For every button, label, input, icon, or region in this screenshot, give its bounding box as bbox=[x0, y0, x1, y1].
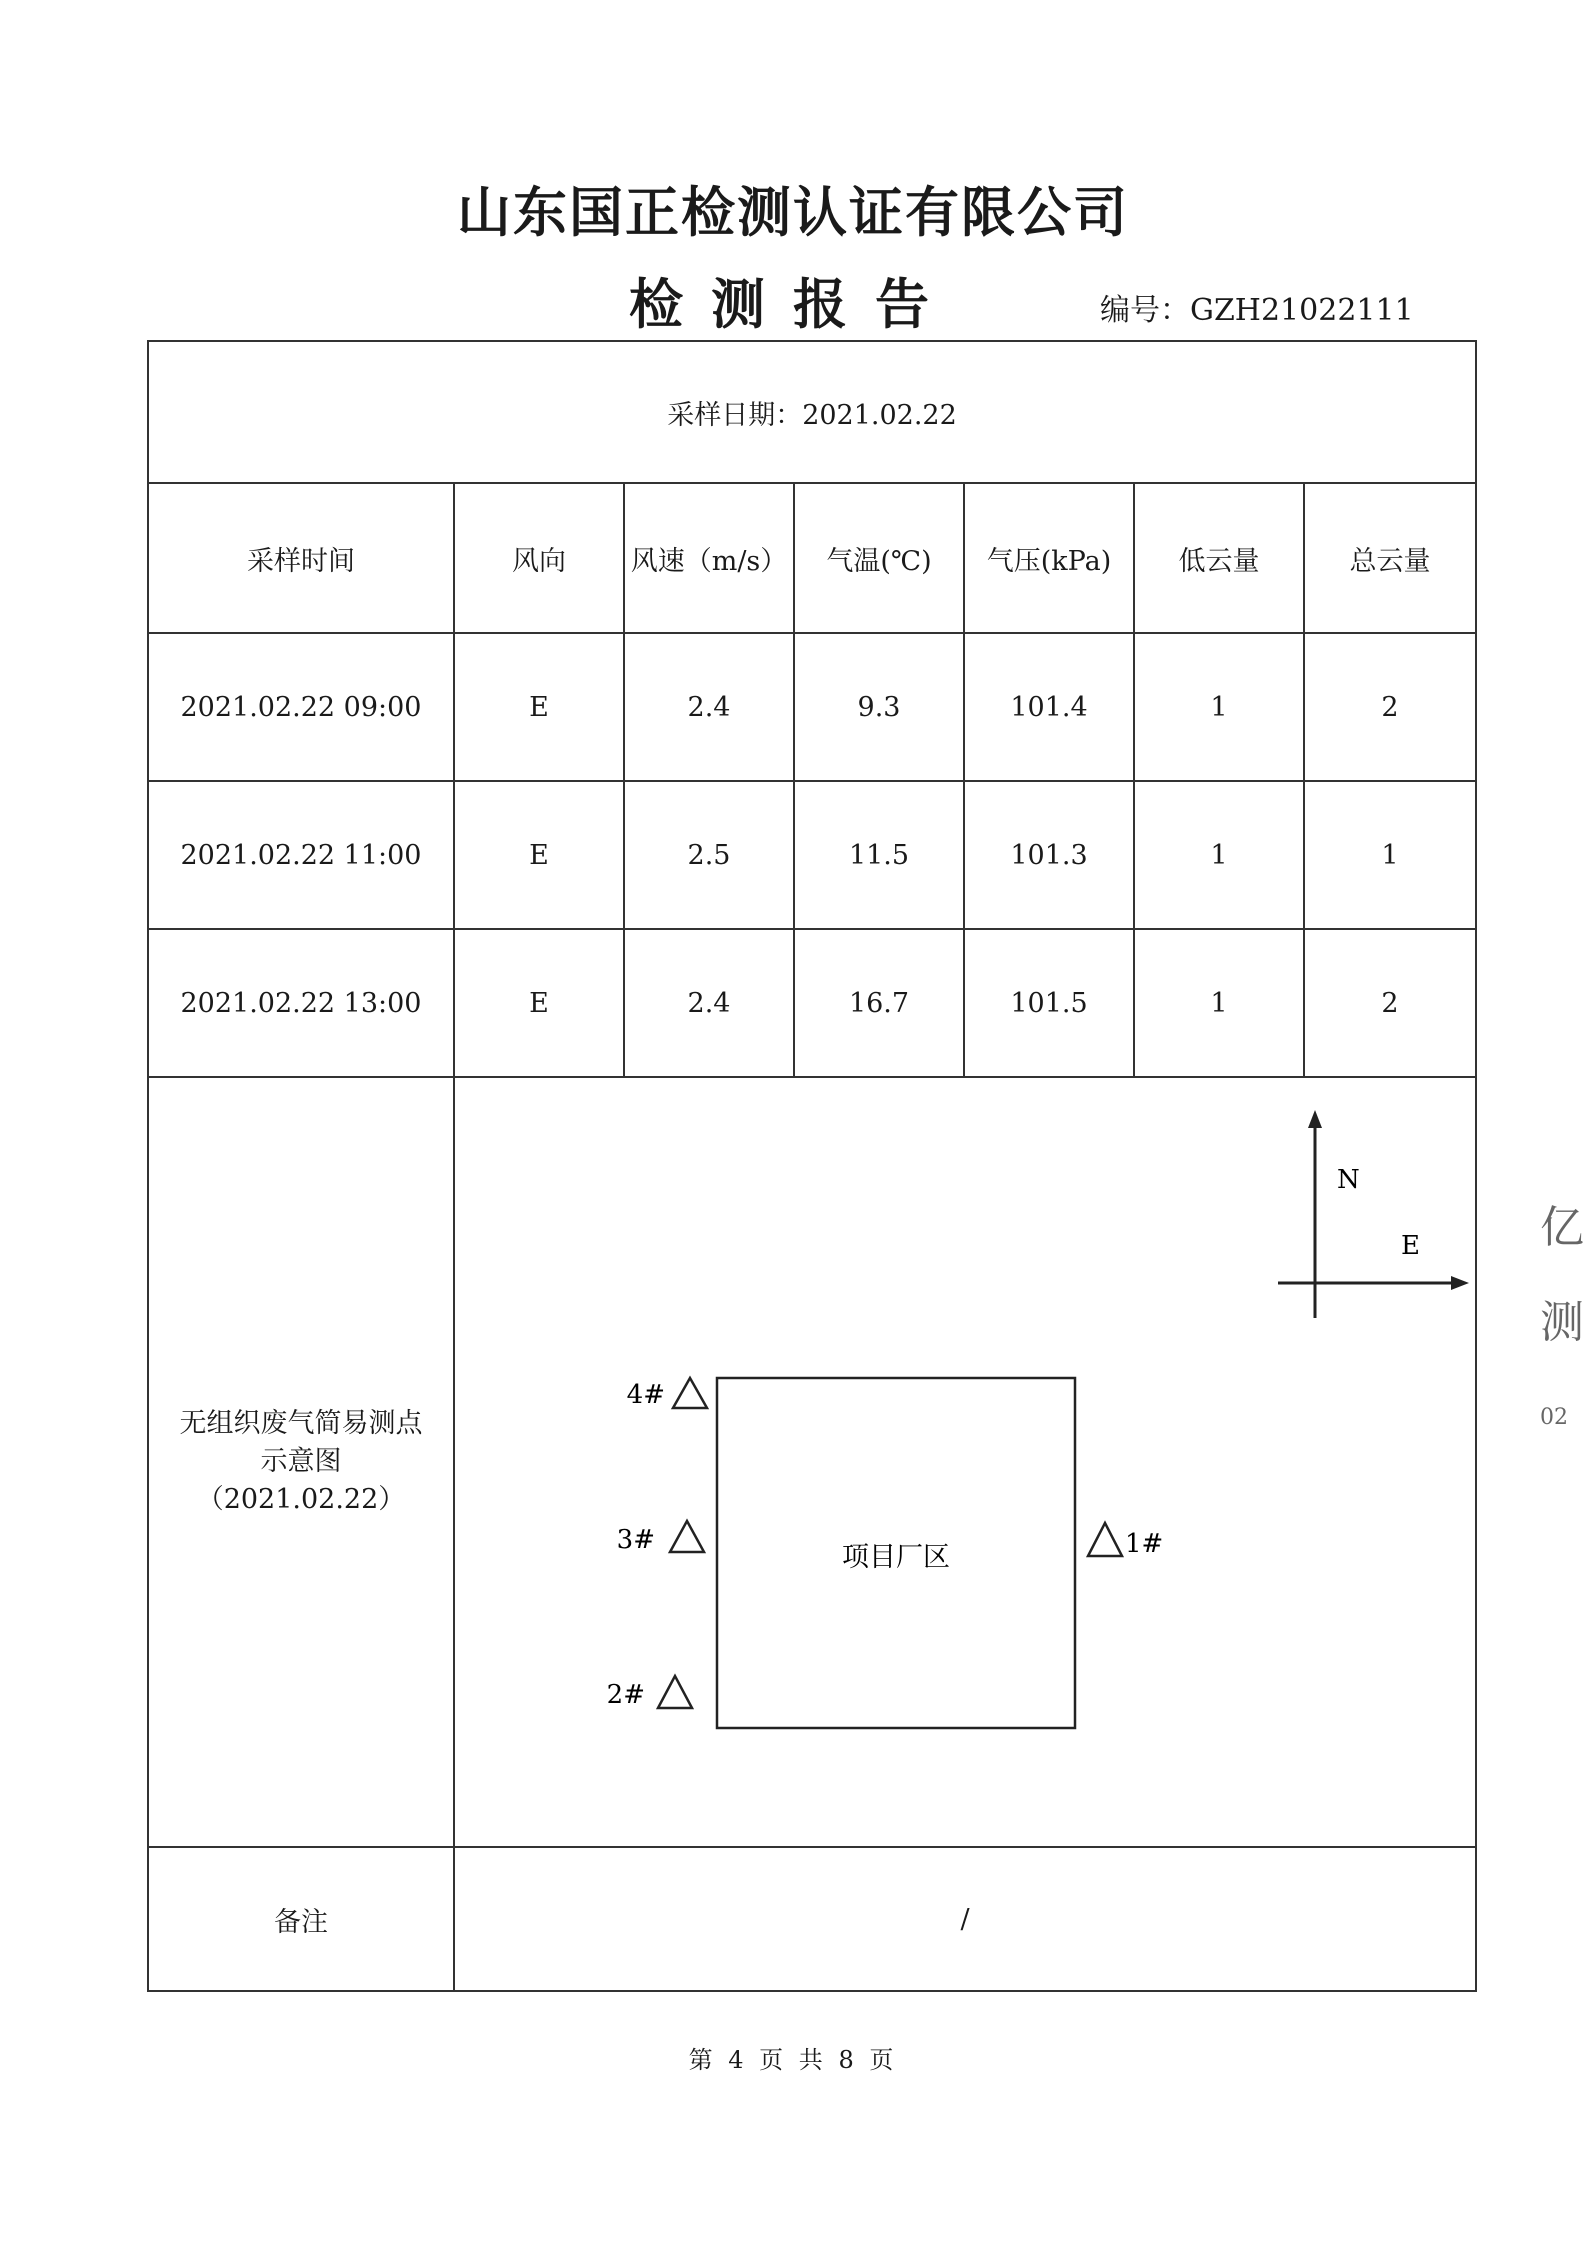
stamp-fragment: 测 bbox=[1540, 1297, 1584, 1348]
table-row bbox=[148, 929, 1476, 1077]
table-cell: 101.5 bbox=[964, 929, 1134, 1077]
point-2-marker-icon bbox=[658, 1676, 692, 1708]
plant-area-label: 项目厂区 bbox=[842, 1542, 950, 1573]
point-4-marker-icon bbox=[673, 1378, 707, 1408]
point-2-label: 2# bbox=[606, 1680, 645, 1710]
stamp-fragment: 亿 bbox=[1540, 1202, 1584, 1253]
table-cell: 2 bbox=[1304, 633, 1476, 781]
table-cell: 11.5 bbox=[794, 781, 964, 929]
compass-icon bbox=[1278, 1110, 1469, 1318]
sampling-point-diagram bbox=[455, 1078, 1475, 1846]
column-header: 风向 bbox=[454, 483, 624, 633]
table-cell: E bbox=[454, 781, 624, 929]
stamp-fragment: 02 bbox=[1540, 1405, 1568, 1430]
column-header: 气温(℃) bbox=[794, 483, 964, 633]
point-1-marker-icon bbox=[1088, 1523, 1122, 1556]
north-label: N bbox=[1337, 1165, 1360, 1195]
table-cell: 2.5 bbox=[624, 781, 794, 929]
diagram-label bbox=[148, 1077, 454, 1847]
diagram-label-line: （2021.02.22） bbox=[196, 1484, 406, 1515]
point-4-label: 4# bbox=[626, 1380, 665, 1410]
sampling-date: 采样日期：2021.02.22 bbox=[148, 341, 1476, 483]
column-header: 低云量 bbox=[1134, 483, 1304, 633]
diagram-label-line: 示意图 bbox=[260, 1446, 342, 1477]
table-cell: 2021.02.22 13:00 bbox=[148, 929, 454, 1077]
table-cell: 2021.02.22 09:00 bbox=[148, 633, 454, 781]
table-row bbox=[148, 781, 1476, 929]
column-header: 风速（m/s） bbox=[624, 483, 794, 633]
table-cell: 2021.02.22 11:00 bbox=[148, 781, 454, 929]
seal-stamp-edge bbox=[1540, 1180, 1586, 1500]
remarks-label: 备注 bbox=[148, 1847, 454, 1991]
column-header: 气压(kPa) bbox=[964, 483, 1134, 633]
table-cell: 101.3 bbox=[964, 781, 1134, 929]
table-cell: 2.4 bbox=[624, 633, 794, 781]
table-cell: 1 bbox=[1134, 929, 1304, 1077]
report-title: 检测报告 bbox=[629, 273, 957, 336]
remarks-value: / bbox=[454, 1847, 1476, 1991]
table-cell: 101.4 bbox=[964, 633, 1134, 781]
table-cell: 1 bbox=[1134, 781, 1304, 929]
diagram-cell bbox=[454, 1077, 1476, 1847]
table-header-row bbox=[148, 483, 1476, 633]
table-cell: E bbox=[454, 929, 624, 1077]
column-header: 采样时间 bbox=[148, 483, 454, 633]
point-3-marker-icon bbox=[670, 1521, 704, 1552]
point-3-label: 3# bbox=[616, 1525, 655, 1555]
table-cell: 2 bbox=[1304, 929, 1476, 1077]
table-row bbox=[148, 633, 1476, 781]
table-cell: 1 bbox=[1134, 633, 1304, 781]
table-cell: 9.3 bbox=[794, 633, 964, 781]
page-number: 第 4 页 共 8 页 bbox=[688, 2046, 898, 2074]
table-cell: 2.4 bbox=[624, 929, 794, 1077]
weather-table bbox=[147, 340, 1477, 1992]
column-header: 总云量 bbox=[1304, 483, 1476, 633]
diagram-label-line: 无组织废气简易测点 bbox=[179, 1408, 423, 1439]
east-label: E bbox=[1401, 1231, 1420, 1261]
report-number: 编号：GZH21022111 bbox=[1100, 293, 1414, 328]
table-cell: 16.7 bbox=[794, 929, 964, 1077]
company-name: 山东国正检测认证有限公司 bbox=[457, 181, 1129, 244]
table-cell: 1 bbox=[1304, 781, 1476, 929]
table-cell: E bbox=[454, 633, 624, 781]
point-1-label: 1# bbox=[1125, 1529, 1164, 1559]
